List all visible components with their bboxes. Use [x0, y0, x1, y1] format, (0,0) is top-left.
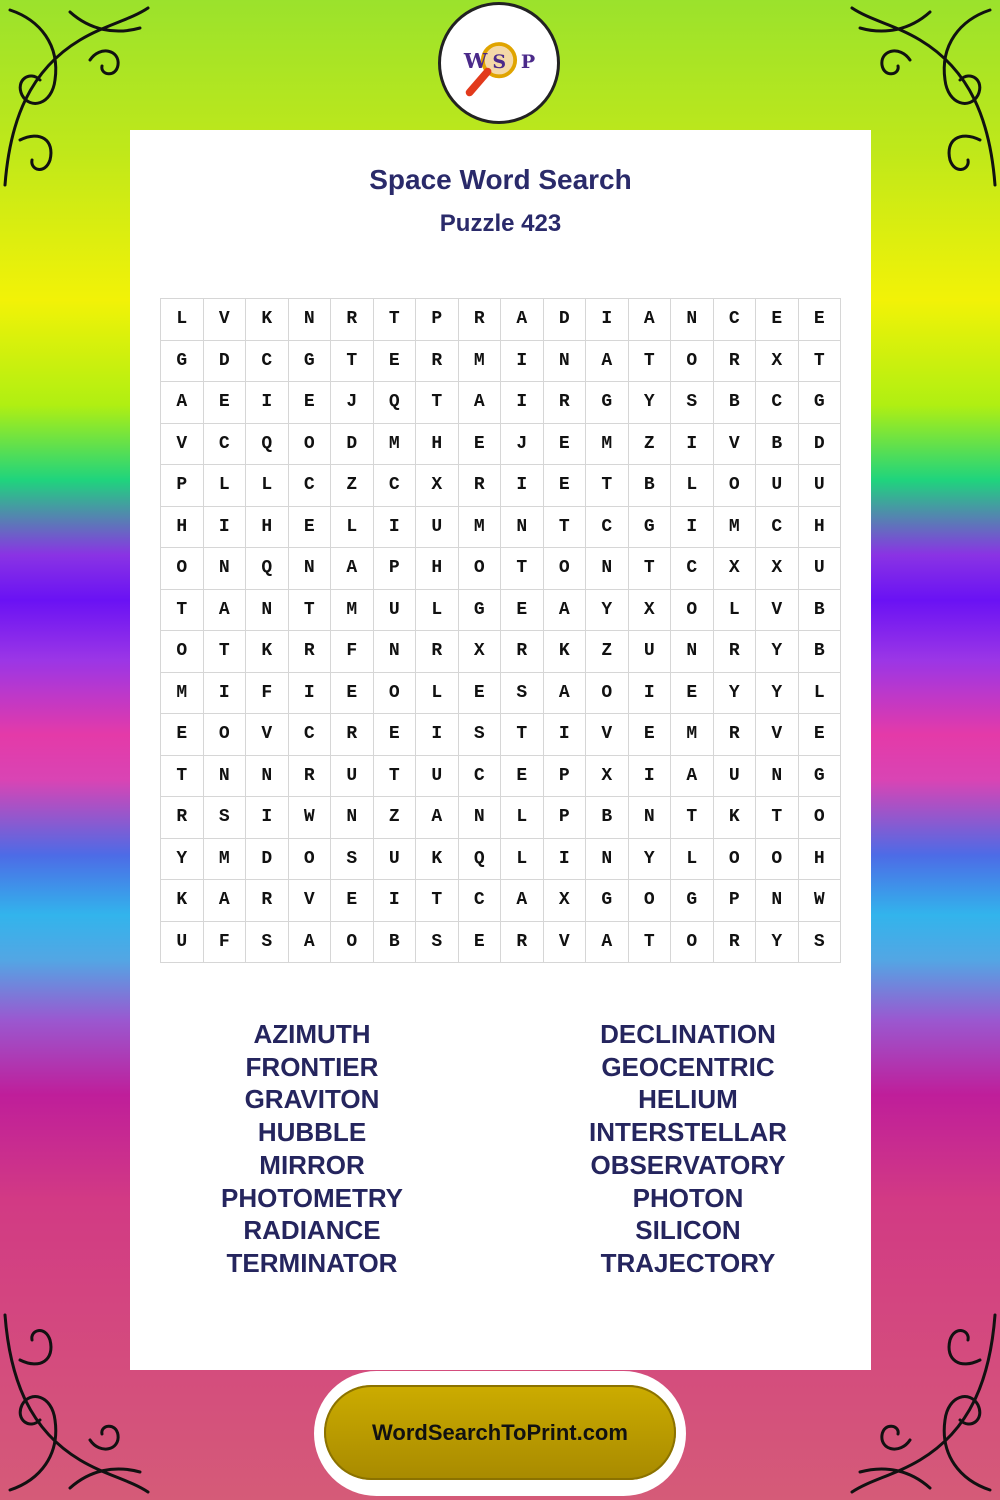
- grid-cell[interactable]: F: [204, 922, 247, 964]
- grid-cell[interactable]: O: [714, 465, 757, 507]
- grid-cell[interactable]: A: [289, 922, 332, 964]
- grid-cell[interactable]: S: [204, 797, 247, 839]
- grid-cell[interactable]: D: [799, 424, 842, 466]
- grid-cell[interactable]: D: [331, 424, 374, 466]
- grid-cell[interactable]: N: [374, 631, 417, 673]
- grid-cell[interactable]: U: [374, 590, 417, 632]
- grid-cell[interactable]: G: [586, 880, 629, 922]
- grid-cell[interactable]: T: [289, 590, 332, 632]
- grid-cell[interactable]: T: [671, 797, 714, 839]
- grid-cell[interactable]: N: [756, 756, 799, 798]
- grid-cell[interactable]: V: [204, 299, 247, 341]
- grid-cell[interactable]: M: [459, 507, 502, 549]
- grid-cell[interactable]: I: [246, 382, 289, 424]
- grid-cell[interactable]: E: [756, 299, 799, 341]
- grid-cell[interactable]: Q: [459, 839, 502, 881]
- grid-cell[interactable]: M: [671, 714, 714, 756]
- grid-cell[interactable]: G: [586, 382, 629, 424]
- grid-cell[interactable]: C: [586, 507, 629, 549]
- grid-cell[interactable]: R: [714, 922, 757, 964]
- grid-cell[interactable]: P: [416, 299, 459, 341]
- grid-cell[interactable]: E: [331, 673, 374, 715]
- grid-cell[interactable]: B: [714, 382, 757, 424]
- grid-cell[interactable]: E: [459, 922, 502, 964]
- grid-cell[interactable]: G: [671, 880, 714, 922]
- grid-cell[interactable]: T: [629, 922, 672, 964]
- grid-cell[interactable]: B: [799, 631, 842, 673]
- grid-cell[interactable]: I: [501, 382, 544, 424]
- grid-cell[interactable]: O: [374, 673, 417, 715]
- grid-cell[interactable]: B: [374, 922, 417, 964]
- grid-cell[interactable]: T: [331, 341, 374, 383]
- grid-cell[interactable]: R: [459, 299, 502, 341]
- page-title: Space Word Search: [369, 164, 632, 195]
- grid-cell[interactable]: T: [204, 631, 247, 673]
- grid-cell[interactable]: U: [374, 839, 417, 881]
- grid-cell[interactable]: V: [586, 714, 629, 756]
- footer-site-link[interactable]: WordSearchToPrint.com: [372, 1419, 628, 1445]
- grid-cell[interactable]: Y: [629, 382, 672, 424]
- grid-cell[interactable]: X: [756, 341, 799, 383]
- grid-cell[interactable]: L: [416, 673, 459, 715]
- grid-cell[interactable]: C: [459, 880, 502, 922]
- grid-cell[interactable]: A: [629, 299, 672, 341]
- grid-cell[interactable]: R: [331, 714, 374, 756]
- word-list-item: TRAJECTORY: [600, 1247, 776, 1278]
- word-list-item: INTERSTELLAR: [589, 1117, 787, 1148]
- grid-cell[interactable]: M: [714, 507, 757, 549]
- grid-cell[interactable]: H: [799, 507, 842, 549]
- grid-cell[interactable]: N: [671, 631, 714, 673]
- grid-cell[interactable]: P: [544, 797, 587, 839]
- grid-cell[interactable]: I: [246, 797, 289, 839]
- grid-cell[interactable]: J: [501, 424, 544, 466]
- grid-cell[interactable]: K: [161, 880, 204, 922]
- grid-cell[interactable]: O: [671, 341, 714, 383]
- grid-cell[interactable]: R: [289, 756, 332, 798]
- grid-cell[interactable]: M: [459, 341, 502, 383]
- grid-cell[interactable]: L: [671, 465, 714, 507]
- grid-cell[interactable]: E: [501, 590, 544, 632]
- word-list-item: HUBBLE: [257, 1117, 367, 1148]
- grid-cell[interactable]: A: [544, 673, 587, 715]
- grid-cell[interactable]: U: [756, 465, 799, 507]
- grid-cell[interactable]: O: [289, 839, 332, 881]
- puzzle-number: Puzzle 423: [439, 210, 562, 237]
- grid-cell[interactable]: T: [374, 756, 417, 798]
- grid-cell[interactable]: X: [459, 631, 502, 673]
- grid-cell[interactable]: Y: [756, 922, 799, 964]
- grid-cell[interactable]: A: [544, 590, 587, 632]
- grid-cell[interactable]: A: [204, 880, 247, 922]
- word-list-item: DECLINATION: [600, 1019, 776, 1049]
- grid-cell[interactable]: K: [246, 299, 289, 341]
- grid-cell[interactable]: Q: [374, 382, 417, 424]
- word-list-item: AZIMUTH: [253, 1019, 371, 1049]
- letter-grid: [160, 298, 841, 963]
- grid-cell[interactable]: A: [416, 797, 459, 839]
- grid-cell[interactable]: F: [246, 673, 289, 715]
- grid-cell[interactable]: A: [501, 880, 544, 922]
- grid-cell[interactable]: P: [714, 880, 757, 922]
- grid-cell[interactable]: X: [544, 880, 587, 922]
- word-list-item: TERMINATOR: [226, 1247, 398, 1278]
- grid-cell[interactable]: T: [161, 756, 204, 798]
- grid-cell[interactable]: Z: [586, 631, 629, 673]
- grid-cell[interactable]: G: [161, 341, 204, 383]
- grid-cell[interactable]: T: [501, 548, 544, 590]
- grid-cell[interactable]: A: [671, 756, 714, 798]
- grid-cell[interactable]: I: [629, 673, 672, 715]
- grid-cell[interactable]: L: [204, 465, 247, 507]
- grid-cell[interactable]: O: [629, 880, 672, 922]
- grid-cell[interactable]: Y: [714, 673, 757, 715]
- grid-cell[interactable]: S: [459, 714, 502, 756]
- grid-cell[interactable]: A: [161, 382, 204, 424]
- grid-cell[interactable]: I: [204, 507, 247, 549]
- grid-cell[interactable]: O: [161, 548, 204, 590]
- grid-cell[interactable]: R: [501, 922, 544, 964]
- grid-cell[interactable]: Z: [629, 424, 672, 466]
- grid-cell[interactable]: U: [331, 756, 374, 798]
- grid-cell[interactable]: R: [544, 382, 587, 424]
- grid-cell[interactable]: G: [799, 756, 842, 798]
- grid-cell[interactable]: A: [204, 590, 247, 632]
- grid-cell[interactable]: F: [331, 631, 374, 673]
- grid-cell[interactable]: X: [714, 548, 757, 590]
- grid-cell[interactable]: T: [416, 382, 459, 424]
- grid-cell[interactable]: I: [501, 465, 544, 507]
- grid-cell[interactable]: R: [246, 880, 289, 922]
- grid-cell[interactable]: O: [671, 590, 714, 632]
- grid-cell[interactable]: S: [671, 382, 714, 424]
- grid-cell[interactable]: M: [586, 424, 629, 466]
- grid-cell[interactable]: U: [629, 631, 672, 673]
- grid-cell[interactable]: L: [799, 673, 842, 715]
- grid-cell[interactable]: J: [331, 382, 374, 424]
- grid-cell[interactable]: Y: [756, 673, 799, 715]
- grid-cell[interactable]: B: [629, 465, 672, 507]
- puzzle-sheet: [130, 130, 871, 1370]
- corner-ornament-top-left: [0, 0, 150, 190]
- grid-cell[interactable]: L: [501, 797, 544, 839]
- footer-button[interactable]: [324, 1385, 676, 1480]
- grid-cell[interactable]: G: [459, 590, 502, 632]
- grid-cell[interactable]: M: [204, 839, 247, 881]
- grid-cell[interactable]: P: [374, 548, 417, 590]
- wsp-logo: [438, 2, 560, 124]
- word-list-item: MIRROR: [259, 1149, 365, 1180]
- grid-cell[interactable]: N: [756, 880, 799, 922]
- grid-cell[interactable]: C: [374, 465, 417, 507]
- grid-cell[interactable]: R: [501, 631, 544, 673]
- grid-cell[interactable]: S: [416, 922, 459, 964]
- grid-cell[interactable]: O: [459, 548, 502, 590]
- grid-cell[interactable]: E: [629, 714, 672, 756]
- grid-cell[interactable]: O: [204, 714, 247, 756]
- grid-cell[interactable]: C: [289, 465, 332, 507]
- word-list-item: PHOTON: [632, 1182, 744, 1213]
- grid-cell[interactable]: Y: [629, 839, 672, 881]
- grid-cell[interactable]: M: [161, 673, 204, 715]
- grid-cell[interactable]: E: [331, 880, 374, 922]
- grid-cell[interactable]: D: [246, 839, 289, 881]
- corner-ornament-bottom-right: [850, 1310, 1000, 1500]
- grid-cell[interactable]: C: [714, 299, 757, 341]
- grid-cell[interactable]: N: [586, 548, 629, 590]
- grid-cell[interactable]: E: [544, 424, 587, 466]
- grid-cell[interactable]: E: [204, 382, 247, 424]
- word-list-right: [538, 1018, 838, 1280]
- grid-cell[interactable]: U: [799, 465, 842, 507]
- grid-cell[interactable]: A: [586, 922, 629, 964]
- grid-cell[interactable]: I: [586, 299, 629, 341]
- corner-ornament-top-right: [850, 0, 1000, 190]
- grid-cell[interactable]: N: [204, 756, 247, 798]
- grid-cell[interactable]: V: [161, 424, 204, 466]
- grid-cell[interactable]: O: [799, 797, 842, 839]
- grid-cell[interactable]: O: [671, 922, 714, 964]
- grid-cell[interactable]: X: [416, 465, 459, 507]
- grid-cell[interactable]: A: [501, 299, 544, 341]
- grid-cell[interactable]: Q: [246, 548, 289, 590]
- grid-cell[interactable]: N: [246, 756, 289, 798]
- grid-cell[interactable]: O: [331, 922, 374, 964]
- grid-cell[interactable]: K: [714, 797, 757, 839]
- grid-cell[interactable]: C: [246, 341, 289, 383]
- grid-cell[interactable]: V: [246, 714, 289, 756]
- word-list-item: HELIUM: [638, 1084, 738, 1115]
- grid-cell[interactable]: Y: [161, 839, 204, 881]
- grid-cell[interactable]: S: [246, 922, 289, 964]
- grid-cell[interactable]: I: [374, 507, 417, 549]
- grid-cell[interactable]: N: [586, 839, 629, 881]
- grid-cell[interactable]: E: [799, 299, 842, 341]
- grid-cell[interactable]: C: [204, 424, 247, 466]
- grid-cell[interactable]: A: [459, 382, 502, 424]
- grid-cell[interactable]: T: [501, 714, 544, 756]
- grid-cell[interactable]: I: [671, 424, 714, 466]
- grid-cell[interactable]: X: [586, 756, 629, 798]
- grid-cell[interactable]: I: [671, 507, 714, 549]
- grid-cell[interactable]: L: [501, 839, 544, 881]
- word-list-item: PHOTOMETRY: [220, 1182, 403, 1213]
- grid-cell[interactable]: N: [289, 548, 332, 590]
- grid-cell[interactable]: R: [416, 631, 459, 673]
- grid-cell[interactable]: R: [714, 714, 757, 756]
- grid-cell[interactable]: N: [246, 590, 289, 632]
- grid-cell[interactable]: H: [416, 424, 459, 466]
- grid-cell[interactable]: W: [289, 797, 332, 839]
- grid-cell[interactable]: X: [629, 590, 672, 632]
- grid-cell[interactable]: T: [374, 299, 417, 341]
- grid-cell[interactable]: U: [714, 756, 757, 798]
- footer-badge: [314, 1371, 686, 1496]
- grid-cell[interactable]: G: [289, 341, 332, 383]
- grid-cell[interactable]: C: [289, 714, 332, 756]
- grid-cell[interactable]: N: [459, 797, 502, 839]
- grid-cell[interactable]: L: [331, 507, 374, 549]
- grid-cell[interactable]: I: [289, 673, 332, 715]
- grid-cell[interactable]: H: [161, 507, 204, 549]
- grid-cell[interactable]: X: [756, 548, 799, 590]
- grid-cell[interactable]: V: [544, 922, 587, 964]
- grid-cell[interactable]: L: [161, 299, 204, 341]
- grid-cell[interactable]: E: [459, 673, 502, 715]
- grid-cell[interactable]: R: [289, 631, 332, 673]
- grid-cell[interactable]: D: [204, 341, 247, 383]
- corner-ornament-bottom-left: [0, 1310, 150, 1500]
- grid-cell[interactable]: V: [714, 424, 757, 466]
- grid-cell[interactable]: M: [331, 590, 374, 632]
- word-list-left: [162, 1018, 462, 1280]
- grid-cell[interactable]: R: [416, 341, 459, 383]
- grid-cell[interactable]: N: [501, 507, 544, 549]
- grid-cell[interactable]: Z: [374, 797, 417, 839]
- grid-cell[interactable]: L: [671, 839, 714, 881]
- grid-cell[interactable]: N: [331, 797, 374, 839]
- grid-cell[interactable]: L: [714, 590, 757, 632]
- grid-cell[interactable]: E: [161, 714, 204, 756]
- grid-cell[interactable]: Q: [246, 424, 289, 466]
- grid-cell[interactable]: E: [671, 673, 714, 715]
- grid-cell[interactable]: R: [459, 465, 502, 507]
- grid-cell[interactable]: L: [416, 590, 459, 632]
- grid-cell[interactable]: D: [544, 299, 587, 341]
- grid-cell[interactable]: O: [714, 839, 757, 881]
- grid-cell[interactable]: E: [374, 341, 417, 383]
- word-list-item: GRAVITON: [244, 1084, 380, 1115]
- grid-cell[interactable]: Y: [586, 590, 629, 632]
- grid-cell[interactable]: N: [204, 548, 247, 590]
- grid-cell[interactable]: O: [161, 631, 204, 673]
- grid-cell[interactable]: T: [799, 341, 842, 383]
- grid-cell[interactable]: B: [586, 797, 629, 839]
- word-list-item: OBSERVATORY: [590, 1149, 786, 1180]
- word-list-item: SILICON: [635, 1215, 741, 1246]
- grid-cell[interactable]: W: [799, 880, 842, 922]
- grid-cell[interactable]: I: [416, 714, 459, 756]
- grid-cell[interactable]: G: [629, 507, 672, 549]
- grid-cell[interactable]: N: [544, 341, 587, 383]
- grid-cell[interactable]: E: [289, 382, 332, 424]
- grid-cell[interactable]: V: [289, 880, 332, 922]
- grid-cell[interactable]: U: [799, 548, 842, 590]
- grid-cell[interactable]: N: [629, 797, 672, 839]
- grid-cell[interactable]: K: [416, 839, 459, 881]
- grid-cell[interactable]: S: [799, 922, 842, 964]
- grid-cell[interactable]: H: [799, 839, 842, 881]
- grid-cell[interactable]: E: [799, 714, 842, 756]
- grid-cell[interactable]: A: [586, 341, 629, 383]
- grid-cell[interactable]: A: [331, 548, 374, 590]
- grid-cell[interactable]: E: [501, 756, 544, 798]
- grid-cell[interactable]: T: [629, 548, 672, 590]
- grid-cell[interactable]: S: [501, 673, 544, 715]
- grid-cell[interactable]: H: [246, 507, 289, 549]
- grid-cell[interactable]: E: [374, 714, 417, 756]
- grid-cell[interactable]: I: [629, 756, 672, 798]
- grid-cell[interactable]: K: [246, 631, 289, 673]
- grid-cell[interactable]: R: [161, 797, 204, 839]
- grid-cell[interactable]: U: [161, 922, 204, 964]
- grid-cell[interactable]: E: [544, 465, 587, 507]
- grid-cell[interactable]: B: [799, 590, 842, 632]
- grid-cell[interactable]: C: [671, 548, 714, 590]
- grid-cell[interactable]: C: [756, 507, 799, 549]
- grid-cell[interactable]: M: [374, 424, 417, 466]
- grid-cell[interactable]: T: [586, 465, 629, 507]
- grid-cell[interactable]: L: [246, 465, 289, 507]
- grid-cell[interactable]: V: [756, 590, 799, 632]
- grid-cell[interactable]: H: [416, 548, 459, 590]
- grid-cell[interactable]: K: [544, 631, 587, 673]
- grid-cell[interactable]: I: [374, 880, 417, 922]
- grid-cell[interactable]: I: [501, 341, 544, 383]
- grid-cell[interactable]: O: [586, 673, 629, 715]
- word-list-item: GEOCENTRIC: [601, 1051, 775, 1082]
- logo-letter-w: W: [463, 47, 488, 73]
- grid-cell[interactable]: N: [671, 299, 714, 341]
- grid-cell[interactable]: S: [331, 839, 374, 881]
- grid-cell[interactable]: R: [331, 299, 374, 341]
- grid-cell[interactable]: T: [544, 507, 587, 549]
- grid-cell[interactable]: Y: [756, 631, 799, 673]
- grid-cell[interactable]: T: [161, 590, 204, 632]
- grid-cell[interactable]: O: [289, 424, 332, 466]
- grid-cell[interactable]: G: [799, 382, 842, 424]
- grid-cell[interactable]: R: [714, 631, 757, 673]
- grid-cell[interactable]: Z: [331, 465, 374, 507]
- grid-cell[interactable]: C: [459, 756, 502, 798]
- grid-cell[interactable]: O: [544, 548, 587, 590]
- grid-cell[interactable]: N: [289, 299, 332, 341]
- grid-cell[interactable]: V: [756, 714, 799, 756]
- grid-cell[interactable]: I: [544, 714, 587, 756]
- grid-cell[interactable]: P: [544, 756, 587, 798]
- grid-cell[interactable]: O: [756, 839, 799, 881]
- grid-cell[interactable]: U: [416, 507, 459, 549]
- grid-cell[interactable]: T: [416, 880, 459, 922]
- logo-letter-p: P: [520, 50, 536, 73]
- grid-cell[interactable]: I: [544, 839, 587, 881]
- grid-cell[interactable]: C: [756, 382, 799, 424]
- grid-cell[interactable]: P: [161, 465, 204, 507]
- logo-letter-s: S: [492, 50, 507, 73]
- word-list-item: RADIANCE: [243, 1215, 381, 1246]
- grid-cell[interactable]: B: [756, 424, 799, 466]
- grid-cell[interactable]: T: [756, 797, 799, 839]
- grid-cell[interactable]: I: [204, 673, 247, 715]
- word-list-item: FRONTIER: [245, 1051, 379, 1082]
- grid-cell[interactable]: E: [289, 507, 332, 549]
- grid-cell[interactable]: T: [629, 341, 672, 383]
- grid-cell[interactable]: E: [459, 424, 502, 466]
- grid-cell[interactable]: R: [714, 341, 757, 383]
- grid-cell[interactable]: U: [416, 756, 459, 798]
